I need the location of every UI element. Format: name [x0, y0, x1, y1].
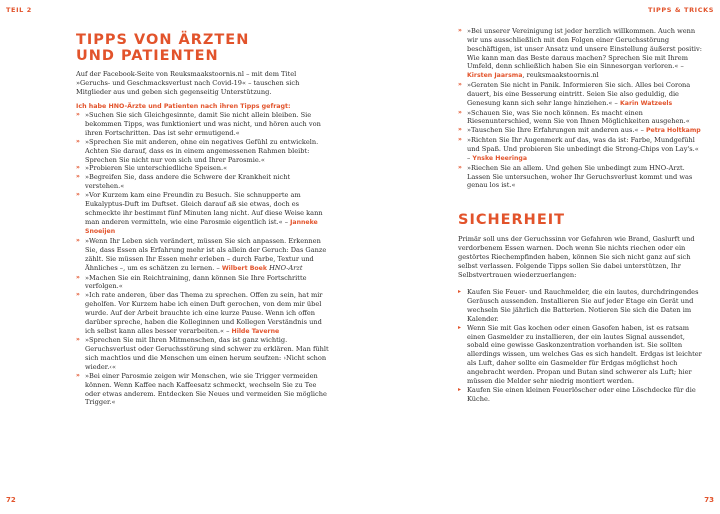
tip-text: »Tauschen Sie Ihre Erfahrungen mit anderen aus.« –	[467, 126, 644, 135]
tip-item	[76, 336, 330, 371]
page-title	[76, 32, 249, 64]
tip-item	[458, 81, 702, 109]
tip-text: »Riechen Sie an allem. Und gehen Sie unbedingt zum HNO-Arzt. Lassen Sie untersuchen, woher Ihr Geruchsverlust kommt und was genau los ist.«	[467, 163, 693, 190]
page-number-right: 73	[704, 496, 714, 504]
page-title-line-2: UND PATIENTEN	[76, 48, 219, 64]
tip-item	[458, 164, 702, 191]
tip-text: »Vor Kurzem kam eine Freundin zu Besuch. Sie schnupperte am Eukalyptus-Duft im Duftset. Gleich darauf aß sie etwas, doch es schmeckte ihr bestimmt fünf Minuten lang nicht. Auf diese Weise kann man anderen vermitteln, wie eine Parosmie eigentlich ist.« –	[85, 190, 323, 226]
safety-text: Kaufen Sie einen kleinen Feuerlöscher oder eine Löschdecke für die Küche.	[467, 385, 696, 403]
tip-text: »Schauen Sie, was Sie noch können. Es macht einen Riesenunterschied, wenn Sie von Ihnen Möglichkeiten ausgehen.«	[467, 108, 690, 126]
bullet-triangle-icon: ▸	[458, 288, 462, 296]
running-header-left: TEIL 2	[6, 6, 32, 14]
safety-item	[458, 324, 702, 386]
intro-paragraph: Auf der Facebook-Seite von Reuksmaakstoornis.nl – mit dem Titel »Geruchs- und Geschmacksverlust nach Covid-19« – tauschen sich Mitglieder aus und geben sich gegenseitig Unterstützung.	[76, 70, 300, 96]
tip-item	[76, 191, 330, 237]
tip-text: »Sprechen Sie mit anderen, ohne ein negatives Gefühl zu entwickeln. Achten Sie darauf, dass es in einem angemessenen Rahmen bleibt: Sprechen Sie nicht nur von sich und Ihrer Parosmie.«	[85, 137, 319, 164]
left-text-column	[76, 70, 330, 407]
section-title: SICHERHEIT	[458, 212, 566, 229]
bullet-arrow-icon: »	[76, 190, 80, 198]
tip-attribution: Wilbert Boek	[221, 264, 267, 272]
page-number-left: 72	[6, 496, 16, 504]
tip-text: »Ich rate anderen, über das Thema zu sprechen. Offen zu sein, hat mir geholfen. Vor Kurzem habe ich einen Duft gerochen, von dem mir übel wurde. Auf der Arbeit brauchte ich eine kurze Pause. Wenn ich offen darüber spreche, haben die Kolleginnen und Kollegen Verständnis und ich selbst kann alles besser verarbeiten.« –	[85, 291, 323, 335]
bullet-arrow-icon: »	[76, 291, 80, 299]
tip-item	[76, 291, 330, 336]
safety-list	[458, 288, 702, 403]
right-page	[360, 0, 720, 514]
tip-item	[76, 173, 330, 191]
tip-text: »Probieren Sie unterschiedliche Speisen.«	[85, 164, 228, 173]
tip-attribution-detail: HNO-Arzt	[269, 263, 303, 272]
tip-item	[458, 126, 702, 136]
bullet-arrow-icon: »	[76, 336, 80, 344]
tip-item	[76, 372, 330, 407]
bullet-triangle-icon: ▸	[458, 323, 462, 331]
tip-item	[458, 109, 702, 127]
running-header-right: TIPPS & TRICKS	[647, 6, 714, 14]
tip-text: »Wenn Ihr Leben sich verändert, müssen Sie sich anpassen. Erkennen Sie, dass Essen als Erfahrung mehr ist als allein der Geruch: Das Ganze zählt. Sie müssen Ihr Essen mehr erleben – durch Farbe, Textur und Ähnliches –, um es schätzen zu lernen. –	[85, 237, 327, 272]
tip-attribution-detail: , reuksmaakstoornis.nl	[522, 71, 599, 80]
bullet-arrow-icon: »	[76, 273, 80, 281]
tips-list-continued	[458, 27, 702, 190]
bullet-arrow-icon: »	[458, 136, 462, 144]
safety-text: Kaufen Sie Feuer- und Rauchmelder, die ein lautes, durchdringendes Geräusch aussenden. Installieren Sie auf jeder Etage ein Gerät und wechseln Sie jährlich die Batterien. Notieren Sie sich die Daten im Kalender.	[467, 288, 699, 323]
tip-text: »Richten Sie Ihr Augenmerk auf das, was da ist: Farbe, Mundgefühl und Spaß. Und probieren Sie unbedingt die Strong-Chips von Lay's.« –	[467, 136, 699, 162]
bullet-triangle-icon: ▸	[458, 385, 462, 393]
tip-attribution: Petra Holtkamp	[645, 127, 701, 135]
bullet-arrow-icon: »	[458, 27, 462, 34]
page-title-line-1: TIPPS VON ÄRZTEN	[76, 32, 250, 48]
tip-attribution: Karin Watzeels	[619, 99, 673, 107]
bullet-arrow-icon: »	[76, 237, 80, 245]
bullet-arrow-icon: »	[458, 163, 462, 171]
bullet-arrow-icon: »	[458, 126, 462, 134]
tip-item	[76, 274, 330, 292]
bullet-arrow-icon: »	[458, 81, 462, 89]
right-text-column	[458, 27, 702, 403]
safety-item	[458, 288, 702, 323]
tip-text: »Bei unserer Vereinigung ist jeder herzlich willkommen. Auch wenn wir uns ausschließlich mit den Folgen einer Geruchsstörung beschäftigen, ist unser Ansatz und unsere Einstellung äußerst positiv: Wie kann man das Beste daraus machen? Sprechen Sie mit Ihrem Umfeld, denn schließlich haben Sie ein Sinnesorgan verloren.« –	[467, 27, 702, 71]
tip-item	[76, 237, 330, 273]
tip-item	[76, 138, 330, 165]
tip-item	[458, 27, 702, 81]
tip-item	[76, 111, 330, 138]
tip-text: »Bei einer Parosmie zeigen wir Menschen, wie sie Trigger vermeiden können. Wenn Kaffee nach Kaffeesatz schmeckt, wechseln Sie zu Tee oder etwas anderem. Entdecken Sie Neues und vermeiden Sie mögliche Trigger.«	[85, 371, 327, 407]
safety-text: Wenn Sie mit Gas kochen oder einen Gasofen haben, ist es ratsam einen Gasmelder zu installieren, der ein lautes Signal aussendet, sobald eine gewisse Gaskonzentration vorhanden ist. Sie sollten allerdings wissen, um welches Gas es sich handelt. Erdgas ist leichter als Luft, daher sollte ein Gasmelder für Erdgas möglichst hoch angebracht werden. Propan und Butan sind schwerer als Luft; hier müssen die Melder sehr niedrig montiert werden.	[467, 323, 702, 385]
tip-text: »Machen Sie ein Reichtraining, dann können Sie Ihre Fortschritte verfolgen.«	[85, 273, 307, 291]
tip-text: »Suchen Sie sich Gleichgesinnte, damit Sie nicht allein bleiben. Sie bekommen Tipps, was funktioniert und was nicht, und hören auch von ihren Fortschritten. Das ist sehr ermutigend.«	[85, 111, 321, 138]
section-intro: Primär soll uns der Geruchssinn vor Gefahren wie Brand, Gaslurft und verdorbenem Essen warnen. Doch wenn Sie nichts riechen oder ein gestörtes Riechempfinden haben, können Sie sich nicht ganz auf sich selbst verlassen. Folgende Tipps sollen Sie dabei unterstützen, Ihr Selbstvertrauen wiederzuerlangen:	[458, 235, 695, 279]
tips-lead: Ich habe HNO-Ärzte und Patienten nach ihren Tipps gefragt:	[76, 102, 291, 110]
bullet-arrow-icon: »	[76, 371, 80, 379]
bullet-arrow-icon: »	[76, 173, 80, 181]
bullet-arrow-icon: »	[76, 137, 80, 145]
tip-item	[458, 136, 702, 164]
tip-attribution: Ynske Heeringa	[472, 154, 528, 162]
tip-attribution: Kirsten Jaarsma	[467, 72, 523, 80]
safety-item	[458, 386, 702, 404]
tip-attribution: Hilde Taverne	[231, 327, 280, 335]
tip-text: »Sprechen Sie mit Ihren Mitmenschen, das ist ganz wichtig. Geruchsverlust oder Geruchsstörung sind schwer zu erklären. Man fühlt sich machtlos und die Menschen um einen herum seufzen: ›Nicht schon wieder.‹«	[85, 336, 329, 371]
bullet-arrow-icon: »	[76, 111, 80, 119]
tip-text: »Begreifen Sie, dass andere die Schwere der Krankheit nicht verstehen.«	[85, 173, 291, 191]
tip-attribution: Janneke Snoeijen	[85, 218, 318, 236]
bullet-arrow-icon: »	[458, 108, 462, 116]
tip-item	[76, 164, 330, 173]
tips-list	[76, 111, 330, 407]
tip-text: »Geraten Sie nicht in Panik. Informieren Sie sich. Alles bei Corona dauert, bis eine Besserung eintritt. Seien Sie also geduldig, die Genesung kann sich sehr lange hinziehen.« –	[467, 81, 691, 107]
bullet-arrow-icon: »	[76, 164, 80, 172]
